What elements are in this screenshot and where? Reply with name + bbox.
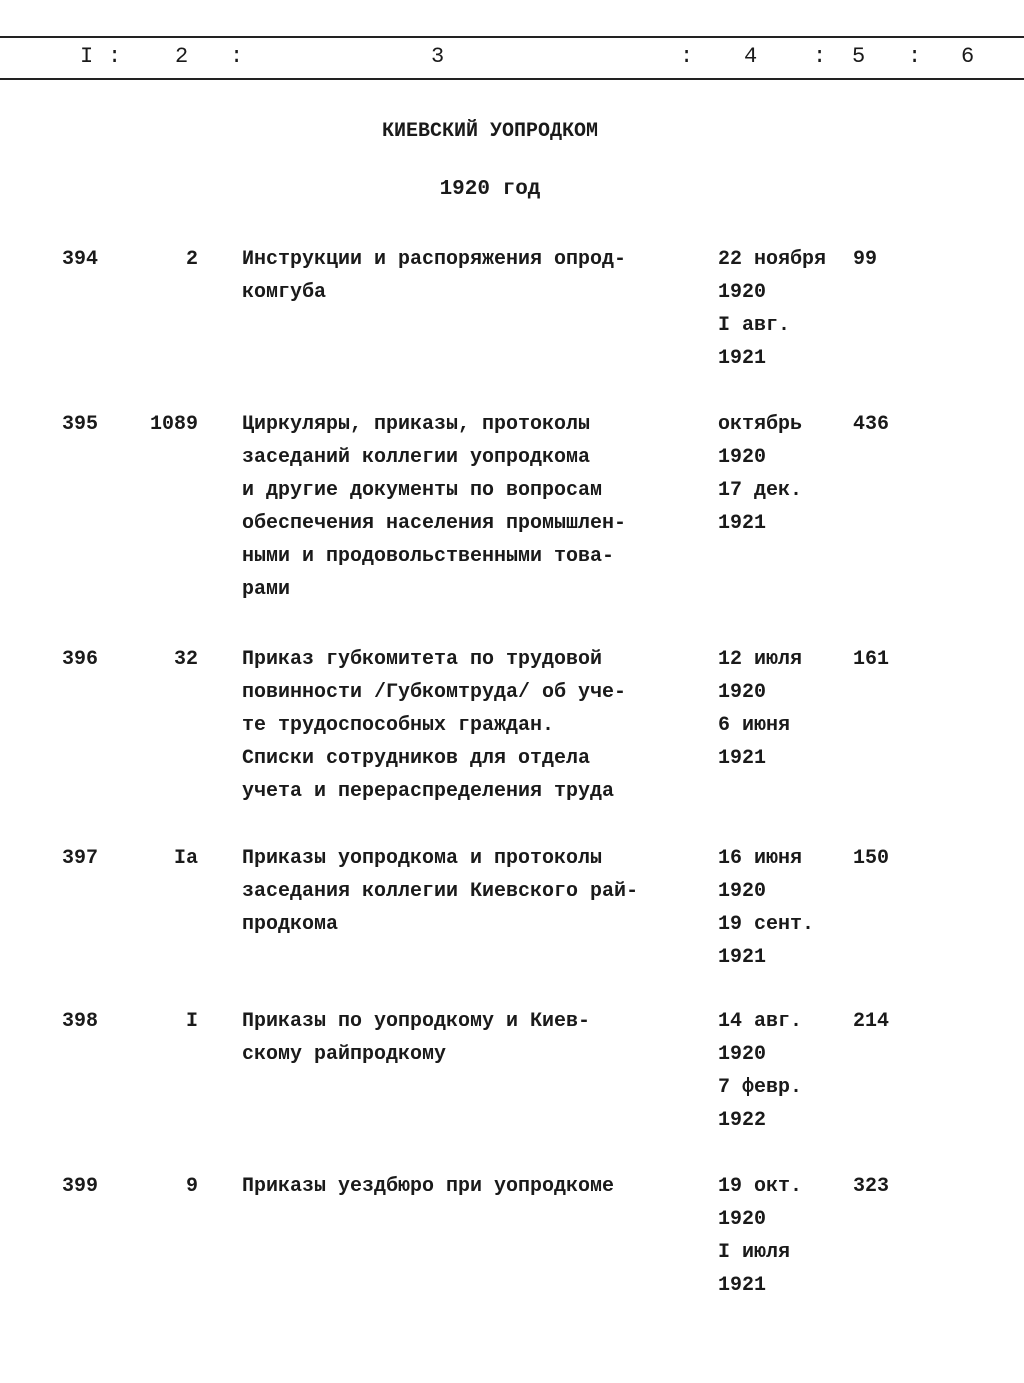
sheet-count: 214 (853, 1010, 890, 1033)
column-header-2: 2 (175, 44, 189, 69)
item-number: 395 (62, 413, 99, 436)
column-header-5: 5 (852, 44, 866, 69)
sheet-count: 161 (853, 648, 890, 671)
item-number: 399 (62, 1175, 99, 1198)
title-line: заседания коллегии Киевского рай- (242, 880, 639, 903)
title-line: скому райпродкому (242, 1043, 447, 1066)
title-line: обеспечения населения промышлен- (242, 512, 627, 535)
column-header-3: 3 (431, 44, 445, 69)
column-separator: : (230, 44, 244, 69)
item-number: 396 (62, 648, 99, 671)
item-number: 394 (62, 248, 99, 271)
header-bottom-rule (0, 78, 1024, 80)
date-start-line: 1920 (718, 446, 767, 469)
sheet-count: 323 (853, 1175, 890, 1198)
title-line: те трудоспособных граждан. (242, 714, 555, 737)
title-line: и другие документы по вопросам (242, 479, 603, 502)
title-line: повинности /Губкомтруда/ об уче- (242, 681, 627, 704)
item-title (242, 842, 692, 941)
date-start-line: 1920 (718, 1208, 767, 1231)
title-line: учета и перераспределения труда (242, 780, 615, 803)
item-title (242, 408, 692, 606)
date-start-line: 1920 (718, 281, 767, 304)
section-title: КИЕВСКИЙ УОПРОДКОМ (381, 120, 599, 143)
date-start-line: 14 авг. (718, 1010, 803, 1033)
title-line: Циркуляры, приказы, протоколы (242, 413, 591, 436)
date-end-line: 17 дек. (718, 479, 803, 502)
title-line: Инструкции и распоряжения опрод- (242, 248, 627, 271)
date-end-line: I июля (718, 1241, 791, 1264)
title-line: Приказ губкомитета по трудовой (242, 648, 603, 671)
date-end-line: 1921 (718, 946, 767, 969)
date-start-line: октябрь (718, 413, 803, 436)
item-dates (718, 643, 848, 775)
date-start-line: 1920 (718, 1043, 767, 1066)
item-title (242, 243, 692, 309)
date-start-line: 1920 (718, 681, 767, 704)
sheet-count: 150 (853, 847, 890, 870)
item-number: 398 (62, 1010, 99, 1033)
date-end-line: 6 июня (718, 714, 791, 737)
title-line: Приказы уездбюро при уопродкоме (242, 1175, 615, 1198)
date-end-line: 1921 (718, 347, 767, 370)
item-dates (718, 408, 848, 540)
original-number: 1089 (149, 413, 198, 436)
column-separator: : (680, 44, 694, 69)
column-header-1: I (80, 44, 94, 69)
header-top-rule (0, 36, 1024, 38)
date-start-line: 22 ноября (718, 248, 827, 271)
item-dates (718, 1170, 848, 1302)
title-line: Приказы уопродкома и протоколы (242, 847, 603, 870)
column-separator: : (908, 44, 922, 69)
date-end-line: 1921 (718, 512, 767, 535)
date-start-line: 12 июля (718, 648, 803, 671)
title-line: заседаний коллегии уопродкома (242, 446, 591, 469)
date-start-line: 19 окт. (718, 1175, 803, 1198)
date-end-line: 1921 (718, 1274, 767, 1297)
date-end-line: 1922 (718, 1109, 767, 1132)
title-line: Приказы по уопродкому и Киев- (242, 1010, 591, 1033)
original-number: 2 (185, 248, 198, 271)
item-dates (718, 1005, 848, 1137)
original-number: I (185, 1010, 198, 1033)
column-header-6: 6 (961, 44, 975, 69)
title-line: продкома (242, 913, 339, 936)
column-separator: : (813, 44, 827, 69)
column-header-4: 4 (744, 44, 758, 69)
date-end-line: I авг. (718, 314, 791, 337)
title-line: ными и продовольственными това- (242, 545, 615, 568)
original-number: 9 (185, 1175, 198, 1198)
column-separator: : (108, 44, 122, 69)
item-dates (718, 842, 848, 974)
item-dates (718, 243, 848, 375)
date-start-line: 1920 (718, 880, 767, 903)
section-year: 1920 год (439, 178, 541, 201)
item-title (242, 1005, 692, 1071)
title-line: рами (242, 578, 291, 601)
date-end-line: 19 сент. (718, 913, 815, 936)
item-title (242, 643, 692, 808)
date-start-line: 16 июня (718, 847, 803, 870)
title-line: Списки сотрудников для отдела (242, 747, 591, 770)
item-number: 397 (62, 847, 99, 870)
sheet-count: 99 (853, 248, 878, 271)
original-number: Iа (173, 847, 198, 870)
item-title (242, 1170, 692, 1203)
date-end-line: 7 февр. (718, 1076, 803, 1099)
title-line: комгуба (242, 281, 327, 304)
date-end-line: 1921 (718, 747, 767, 770)
original-number: 32 (173, 648, 198, 671)
sheet-count: 436 (853, 413, 890, 436)
